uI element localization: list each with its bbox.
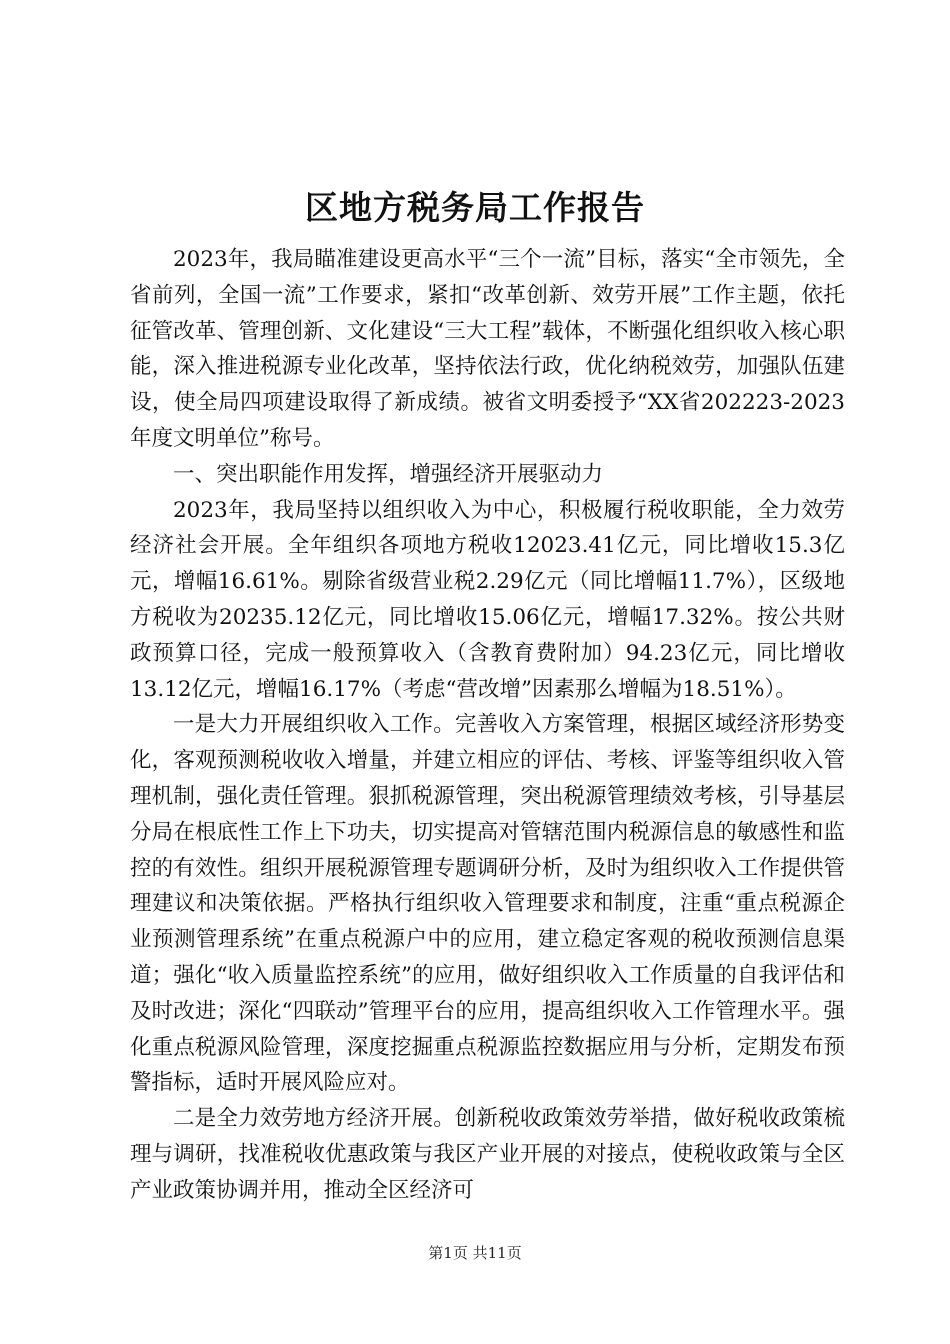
page-number: 第1页 共11页	[428, 1244, 522, 1262]
paragraph-item-one: 一是大力开展组织收入工作。完善收入方案管理，根据区域经济形势变化，客观预测税收收入增量，并建立相应的评估、考核、评鉴等组织收入管理机制，强化责任管理。狠抓税源管理，突出税源管理绩效考核，引导基层分局在根底性工作上下功夫，切实提高对管辖范围内税源信息的敏感性和监控的有效性。组织开展税源管理专题调研分析，及时为组织收入工作提供管理建议和决策依据。严格执行组织收入管理要求和制度，注重“重点税源企业预测管理系统”在重点税源户中的应用，建立稳定客观的税收预测信息渠道；强化“收入质量监控系统”的应用，做好组织收入工作质量的自我评估和及时改进；深化“四联动”管理平台的应用，提高组织收入工作管理水平。强化重点税源风险管理，深度挖掘重点税源监控数据应用与分析，定期发布预警指标，适时开展风险应对。	[130, 712, 845, 1096]
paragraph-item-two: 二是全力效劳地方经济开展。创新税收政策效劳举措，做好税收政策梳理与调研，找准税收优惠政策与我区产业开展的对接点，使税收政策与全区产业政策协调并用，推动全区经济可	[130, 1106, 845, 1203]
document-body	[130, 242, 845, 1209]
paragraph-revenue-summary: 2023年，我局坚持以组织收入为中心，积极履行税收职能，全力效劳经济社会开展。全年组织各项地方税收12023.41亿元，同比增收15.3亿元，增幅16.61%。剔除省级营业税2.29亿元（同比增幅11.7%），区级地方税收为20235.12亿元，同比增收15.06亿元，增幅17.32%。按公共财政预算口径，完成一般预算收入（含教育费附加）94.23亿元，同比增收13.12亿元，增幅16.17%（考虑“营改增”因素那么增幅为18.51%）。	[130, 497, 845, 702]
paragraph-intro: 2023年，我局瞄准建设更高水平“三个一流”目标，落实“全市领先，全省前列，全国一流”工作要求，紧扣“改革创新、效劳开展”工作主题，依托征管改革、管理创新、文化建设“三大工程”载体，不断强化组织收入核心职能，深入推进税源专业化改革，坚持依法行政，优化纳税效劳，加强队伍建设，使全局四项建设取得了新成绩。被省文明委授予“XX省202223-2023年度文明单位”称号。	[130, 247, 845, 451]
section-heading: 一、突出职能作用发挥，增强经济开展驱动力	[173, 461, 604, 487]
page-title: 区地方税务局工作报告	[305, 188, 645, 227]
